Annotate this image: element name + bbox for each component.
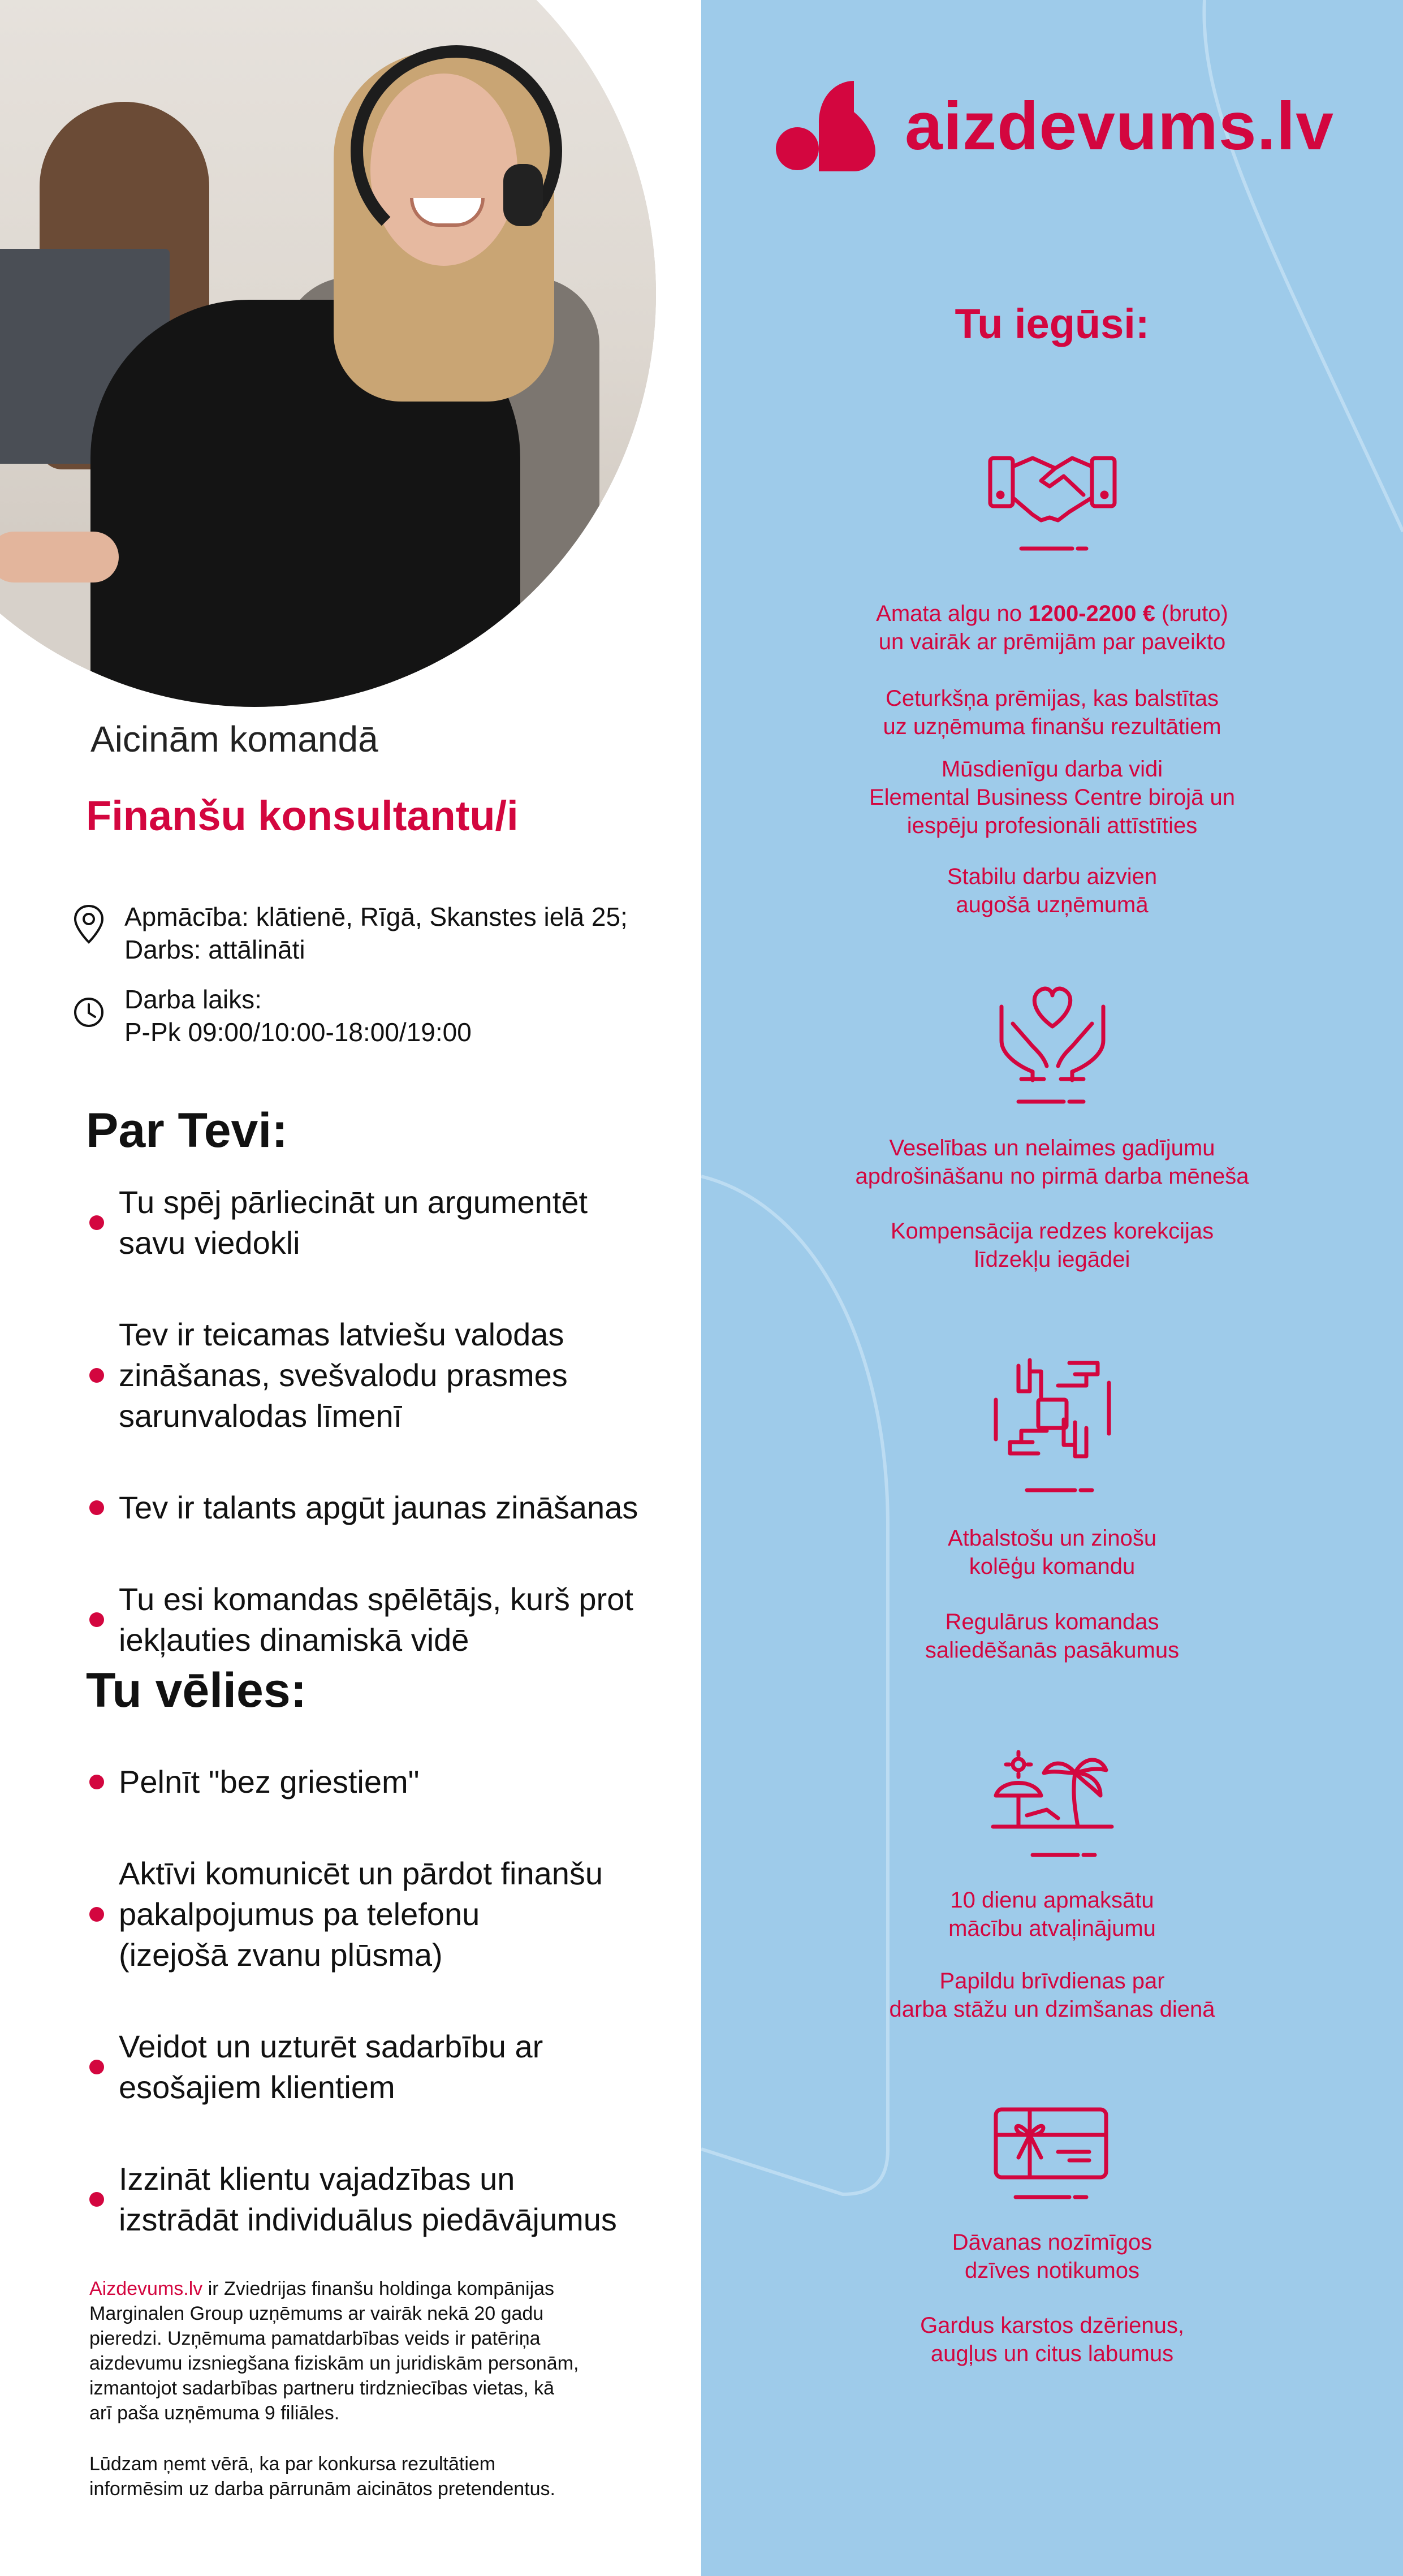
logo-text: aizdevums.lv bbox=[905, 88, 1335, 164]
results-notice: Lūdzam ņemt vērā, ka par konkursa rezultātiem informēsim uz darba pārrunām aicinātos pretendentus. bbox=[89, 2453, 555, 2500]
bullet-dot bbox=[89, 1500, 104, 1515]
bullet-dot bbox=[89, 1907, 104, 1922]
invite-heading: Aicinām komandā bbox=[90, 719, 378, 760]
list-item: Aktīvi komunicēt un pārdot finanšu pakalpojumus pa telefonu (izejošā zvanu plūsma) bbox=[85, 1853, 679, 1975]
hours-info bbox=[72, 983, 472, 1048]
beach-palm-icon bbox=[985, 1747, 1120, 1861]
benefit-text: Gardus karstos dzērienus, augļus un citus labumus bbox=[920, 2313, 1184, 2366]
bullet-dot bbox=[89, 1368, 104, 1383]
about-you-list bbox=[85, 1182, 679, 1711]
heart-hands-icon bbox=[985, 973, 1120, 1108]
benefit-text: Dāvanas nozīmīgos dzīves notikumos bbox=[952, 2230, 1152, 2283]
role-title: Finanšu konsultantu/i bbox=[86, 792, 519, 839]
location-line-2: Darbs: attālināti bbox=[124, 935, 305, 964]
benefit-group-handshake bbox=[701, 441, 1403, 563]
bullet-dot bbox=[89, 2060, 104, 2074]
about-you-title: Par Tevi: bbox=[86, 1103, 288, 1158]
left-column bbox=[0, 0, 701, 2576]
benefit-group-gifts bbox=[701, 2104, 1403, 2208]
hours-line-1: Darba laiks: bbox=[124, 985, 262, 1014]
handshake-icon bbox=[979, 441, 1126, 560]
consultant-photo bbox=[0, 0, 656, 707]
list-item: Izzināt klientu vajadzības un izstrādāt individuālus piedāvājumus bbox=[85, 2159, 679, 2240]
teamwork-hands-icon bbox=[985, 1349, 1120, 1507]
benefit-text: 10 dienu apmaksātu mācību atvaļinājumu bbox=[948, 1888, 1156, 1941]
company-description: Aizdevums.lv ir Zviedrijas finanšu holdinga kompānijas Marginalen Group uzņēmums ar vairāk nekā 20 gadu pieredzi. Uzņēmuma pamatdarbības veids ir patēriņa aizdevumu izsniegšana fiziskām un juridiskām personām, izmantojot sadarbības partneru tirdzniecības vietas, kā arī paša uzņēmuma 9 filiāles. bbox=[89, 2278, 579, 2424]
list-item: Tu esi komandas spēlētājs, kurš prot iekļauties dinamiskā vidē bbox=[85, 1579, 679, 1660]
location-line-1: Apmācība: klātienē, Rīgā, Skanstes ielā 25; bbox=[124, 902, 628, 931]
benefit-text: Papildu brīvdienas par darba stāžu un dzimšanas dienā bbox=[889, 1969, 1215, 2022]
clock-icon bbox=[72, 986, 105, 1027]
hours-line-2: P-Pk 09:00/10:00-18:00/19:00 bbox=[124, 1017, 472, 1047]
benefits-panel bbox=[701, 0, 1403, 2576]
list-item: Tev ir teicamas latviešu valodas zināšanas, svešvalodu prasmes sarunvalodas līmenī bbox=[85, 1314, 679, 1436]
bullet-dot bbox=[89, 1215, 104, 1230]
benefit-group-insurance bbox=[701, 973, 1403, 1111]
benefit-group-team bbox=[701, 1349, 1403, 1510]
bullet-dot bbox=[89, 1612, 104, 1627]
list-item: Tu spēj pārliecināt un argumentēt savu viedokli bbox=[85, 1182, 679, 1263]
logo-mark-icon bbox=[775, 78, 877, 174]
list-item: Tev ir talants apgūt jaunas zināšanas bbox=[85, 1487, 679, 1528]
list-item: Pelnīt "bez griestiem" bbox=[85, 1762, 679, 1802]
benefit-text: Mūsdienīgu darba vidi Elemental Business Centre birojā un iespēju profesionāli attīstīties bbox=[869, 757, 1235, 838]
brand-logo bbox=[775, 78, 1334, 174]
benefit-group-leave bbox=[701, 1747, 1403, 1863]
list-item: Veidot un uzturēt sadarbību ar esošajiem klientiem bbox=[85, 2026, 679, 2108]
benefit-text: Stabilu darbu aizvien augošā uzņēmumā bbox=[947, 864, 1158, 917]
benefit-text: Veselības un nelaimes gadījumu apdrošināšanu no pirmā darba mēneša bbox=[855, 1136, 1249, 1189]
benefits-title: Tu iegūsi: bbox=[955, 300, 1150, 347]
benefit-text: Regulārus komandas saliedēšanās pasākumus bbox=[925, 1610, 1180, 1663]
bullet-dot bbox=[89, 2192, 104, 2207]
bullet-dot bbox=[89, 1775, 104, 1789]
footer-brand: Aizdevums.lv bbox=[89, 2278, 203, 2299]
gift-card-icon bbox=[985, 2104, 1120, 2206]
you-want-list bbox=[85, 1762, 679, 2291]
benefit-text: Ceturkšņa prēmijas, kas balstītas uz uzņēmuma finanšu rezultātiem bbox=[883, 686, 1221, 739]
you-want-title: Tu vēlies: bbox=[86, 1663, 307, 1718]
benefit-text: Kompensācija redzes korekcijas līdzekļu iegādei bbox=[890, 1219, 1214, 1272]
benefit-text: Atbalstošu un zinošu kolēģu komandu bbox=[947, 1526, 1157, 1579]
benefit-salary: Amata algu no 1200-2200 € (bruto) un vairāk ar prēmijām par paveikto bbox=[876, 601, 1228, 654]
location-info bbox=[72, 900, 628, 966]
location-pin-icon bbox=[72, 904, 105, 944]
